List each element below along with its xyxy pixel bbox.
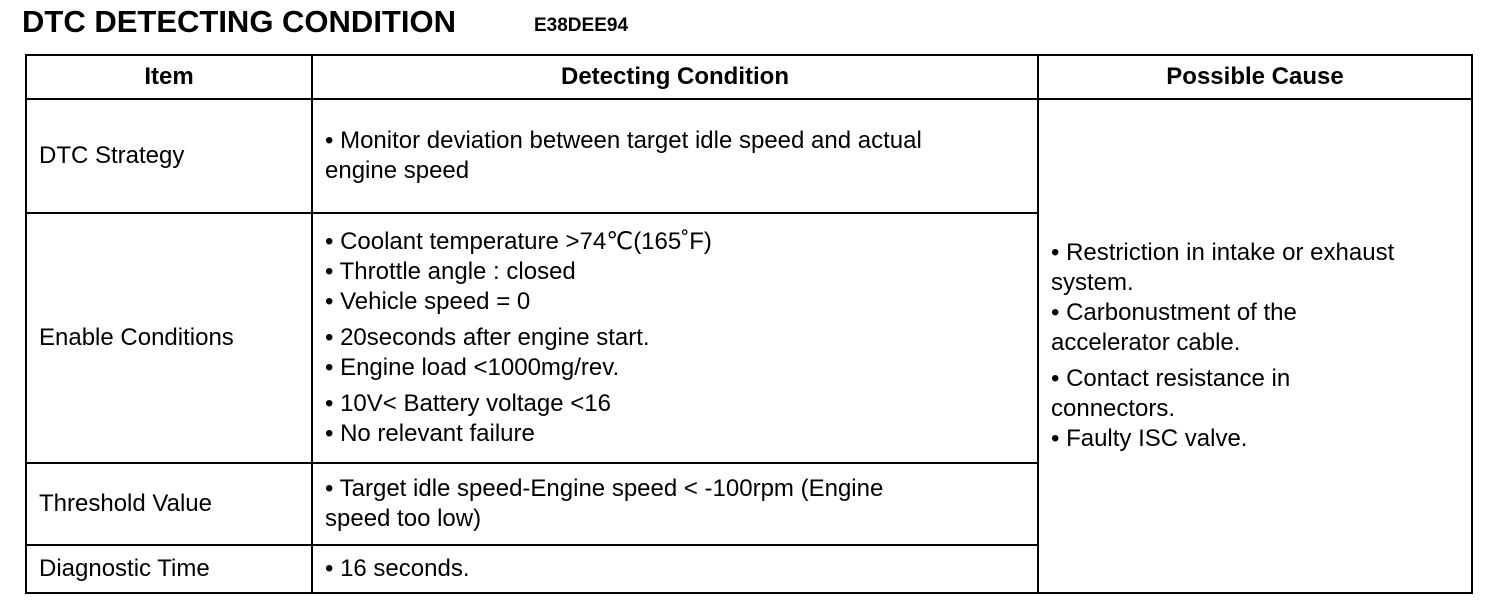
document-code: E38DEE94 <box>534 15 629 36</box>
condition-line: • 16 seconds. <box>325 555 470 582</box>
item-cell: DTC Strategy <box>26 99 312 213</box>
condition-line: • Throttle angle : closed <box>325 258 576 285</box>
condition-cell <box>312 463 1038 545</box>
condition-line: • No relevant failure <box>325 420 535 447</box>
cause-line: system. <box>1051 269 1134 296</box>
condition-cell <box>312 545 1038 593</box>
cause-line: • Contact resistance in <box>1051 365 1291 392</box>
table-header-row <box>26 55 1472 99</box>
condition-line: speed too low) <box>325 505 482 532</box>
cause-line: accelerator cable. <box>1051 329 1241 356</box>
header-item: Item <box>26 55 312 99</box>
cause-line: • Carbonustment of the <box>1051 299 1297 326</box>
condition-line: • Target idle speed-Engine speed < -100rpm (Engine <box>325 475 884 502</box>
item-cell: Diagnostic Time <box>26 545 312 593</box>
item-cell: Threshold Value <box>26 463 312 545</box>
condition-line: • Vehicle speed = 0 <box>325 288 531 315</box>
condition-line: • Coolant temperature >74℃(165˚F) <box>325 228 712 255</box>
item-cell: Enable Conditions <box>26 213 312 463</box>
table-row <box>26 99 1472 213</box>
condition-line: engine speed <box>325 157 470 184</box>
cause-line: connectors. <box>1051 395 1176 422</box>
cause-line: • Restriction in intake or exhaust <box>1051 239 1395 266</box>
condition-line: • 20seconds after engine start. <box>325 324 650 351</box>
condition-line: • Engine load <1000mg/rev. <box>325 354 620 381</box>
dtc-condition-table <box>25 54 1473 594</box>
condition-line: • 10V< Battery voltage <16 <box>325 390 611 417</box>
condition-cell <box>312 99 1038 213</box>
condition-line: • Monitor deviation between target idle speed and actual <box>325 127 922 154</box>
header-detecting-condition: Detecting Condition <box>312 55 1038 99</box>
condition-cell <box>312 213 1038 463</box>
header-possible-cause: Possible Cause <box>1038 55 1472 99</box>
page-title: DTC DETECTING CONDITION <box>22 4 456 39</box>
cause-line: • Faulty ISC valve. <box>1051 425 1248 452</box>
possible-cause-cell <box>1038 99 1472 593</box>
